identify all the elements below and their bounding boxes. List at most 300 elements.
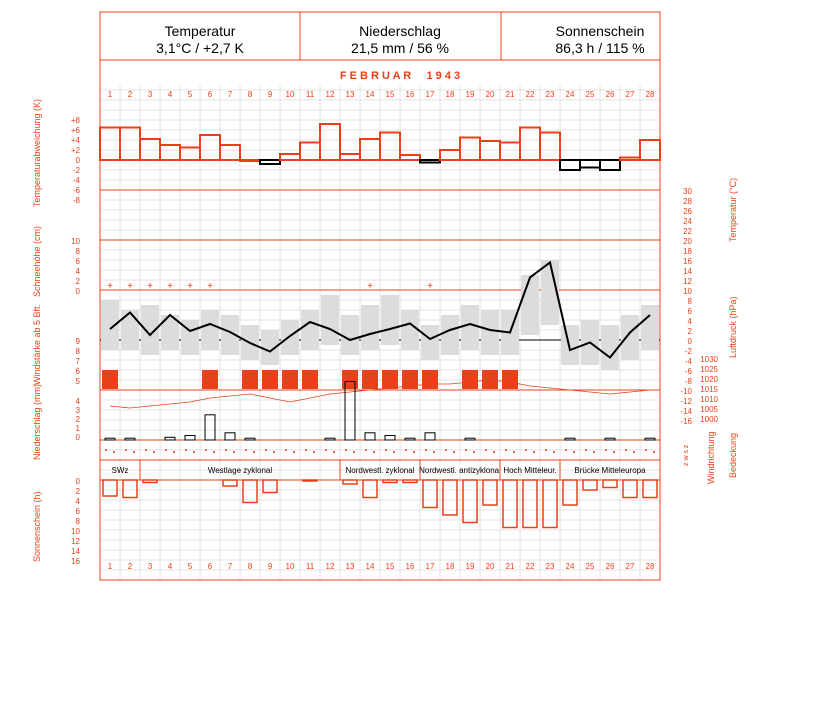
tick-label: 2 [75, 277, 80, 286]
sunshine-bar [523, 480, 537, 528]
sunshine-bar [103, 480, 117, 496]
temp-deviation-bar [260, 160, 280, 164]
wind-dir-dot [173, 451, 175, 453]
wind-dir-dot [393, 451, 395, 453]
temp-deviation-bar [300, 143, 320, 161]
day-label: 7 [227, 562, 233, 571]
label-precip: Niederschlag (mm) [32, 383, 42, 460]
tick-label: 6 [687, 307, 692, 316]
wind-dir-dot [645, 449, 647, 451]
day-label: 4 [167, 90, 173, 99]
precip-bar [565, 438, 575, 440]
temp-deviation-bar [280, 154, 300, 160]
tick-label: 2 [75, 415, 80, 424]
wind-dir-dot [265, 449, 267, 451]
tick-label: 1020 [700, 375, 718, 384]
wind-dir-dot [125, 449, 127, 451]
precip-bar [405, 438, 415, 440]
tick-label: 0 [687, 337, 692, 346]
label-snow: Schneehöhe (cm) [32, 225, 42, 297]
temp-deviation-bar [100, 128, 120, 161]
wind-dir-dot [625, 449, 627, 451]
temp-deviation-bar [160, 145, 180, 160]
wind-dir-dot [313, 451, 315, 453]
day-label: 24 [565, 562, 575, 571]
tick-label: 10 [683, 287, 692, 296]
tick-label: 10 [71, 237, 80, 246]
temp-deviation-bar [480, 141, 500, 160]
temp-deviation-bar [560, 160, 580, 170]
wind-dir-dot [545, 449, 547, 451]
tick-label: -4 [72, 176, 80, 185]
tick-label: -8 [684, 377, 692, 386]
tick-label: -14 [680, 407, 692, 416]
day-labels-top [108, 90, 655, 99]
tick-label: -8 [72, 196, 80, 205]
sunshine-bar [223, 480, 237, 486]
sunshine-bar [123, 480, 137, 498]
temp-range-bar [281, 320, 299, 355]
wind-dir-dot [153, 451, 155, 453]
temp-range-bar [481, 310, 499, 355]
wind-dir-dot [465, 449, 467, 451]
wind-dir-dot [385, 449, 387, 451]
weather-type-label: Nordwestl. antizyklonal [419, 466, 501, 475]
precip-bar [125, 438, 135, 440]
temp-deviation-bar [540, 133, 560, 161]
wind-dir-dot [605, 449, 607, 451]
wind-dir-dot [273, 451, 275, 453]
day-label: 10 [285, 562, 295, 571]
day-label: 19 [465, 90, 475, 99]
wind-dir-dot [413, 451, 415, 453]
tick-label: +6 [70, 126, 80, 135]
wind-dir-dot [113, 451, 115, 453]
temp-deviation-bar [220, 145, 240, 160]
day-label: 16 [405, 90, 415, 99]
sunshine-bar [343, 480, 357, 484]
snow-marker: + [367, 281, 373, 292]
tick-label: 2 [75, 487, 80, 496]
temp-deviation-bar [580, 160, 600, 168]
wind-bar [302, 370, 318, 389]
wind-bar [502, 370, 518, 389]
tick-label: 14 [71, 547, 80, 556]
tick-label: 16 [71, 557, 80, 566]
day-label: 18 [445, 90, 455, 99]
wind-dir-dot [525, 449, 527, 451]
tick-label: 4 [75, 397, 80, 406]
snow-marker: + [127, 281, 133, 292]
label-temp: Temperatur (°C) [728, 177, 738, 242]
day-label: 9 [267, 90, 273, 99]
day-label: 2 [127, 90, 133, 99]
day-label: 12 [325, 562, 335, 571]
tick-label: -12 [680, 397, 692, 406]
wind-dir-dot [473, 451, 475, 453]
precip-bar [605, 438, 615, 440]
wind-dir-dot [433, 451, 435, 453]
tick-label: 7 [75, 357, 80, 366]
sunshine-bar [383, 480, 397, 483]
sunshine-bar [603, 480, 617, 488]
wind-bar [362, 370, 378, 389]
temp-range-bar [301, 310, 319, 350]
day-label: 1 [107, 562, 113, 571]
wind-dir-dot [493, 451, 495, 453]
day-label: 10 [285, 90, 295, 99]
sunshine-bar [623, 480, 637, 498]
wind-dir-dot [425, 449, 427, 451]
temp-deviation-bar [620, 158, 640, 161]
day-label: 27 [625, 562, 635, 571]
wind-dir-dot [585, 449, 587, 451]
day-label: 5 [187, 562, 193, 571]
tick-label: 8 [75, 347, 80, 356]
tick-label: 5 [75, 377, 80, 386]
precip-bar [225, 433, 235, 440]
tick-label: 9 [75, 337, 80, 346]
wind-dir-dot [213, 451, 215, 453]
wind-dir-dot [133, 451, 135, 453]
day-label: 15 [385, 90, 395, 99]
temp-deviation-bar [380, 133, 400, 161]
tick-label: -10 [680, 387, 692, 396]
precip-bar [465, 438, 475, 440]
day-label: 18 [445, 562, 455, 571]
wind-dir-dot [505, 449, 507, 451]
day-label: 17 [425, 562, 435, 571]
day-label: 22 [525, 562, 535, 571]
month-title: F E B R U A R 1 9 4 3 [339, 70, 461, 82]
label-wind: Windstärke ab 5 Bft. [32, 303, 42, 385]
temp-deviation-bar [520, 128, 540, 161]
day-label: 13 [345, 90, 355, 99]
precip-bar [385, 436, 395, 441]
temp-deviation-bar [400, 155, 420, 160]
precip-bar [205, 415, 215, 440]
temp-deviation-bar [140, 139, 160, 160]
temp-range-bar [521, 275, 539, 335]
wind-dir-dot [613, 451, 615, 453]
day-label: 28 [645, 90, 655, 99]
wind-dir-dot [145, 449, 147, 451]
day-label: 1 [107, 90, 113, 99]
snow-marker: + [167, 281, 173, 292]
temp-deviation-bar [460, 138, 480, 161]
snow-marker: + [147, 281, 153, 292]
wind-bar [462, 370, 478, 389]
tick-label: -6 [684, 367, 692, 376]
tick-label: 6 [75, 367, 80, 376]
day-label: 11 [305, 90, 315, 99]
sunshine-bar [363, 480, 377, 498]
sunshine-bar [143, 480, 157, 483]
temp-deviation-bar [440, 150, 460, 160]
wind-dir-dot [445, 449, 447, 451]
day-label: 3 [147, 90, 153, 99]
sunshine-bar [303, 480, 317, 481]
day-labels-bottom [108, 562, 655, 571]
day-label: 5 [187, 90, 193, 99]
label-sun: Sonnenschein (h) [32, 491, 42, 562]
tick-label: 28 [683, 197, 692, 206]
temp-title: Temperatur [164, 23, 236, 39]
weather-type-label: Brücke Mitteleuropa [574, 466, 646, 475]
tick-label: 1000 [700, 415, 718, 424]
precip-bar [105, 438, 115, 440]
precip-bar [245, 438, 255, 440]
temp-range-bar [461, 305, 479, 350]
tick-label: 4 [75, 497, 80, 506]
day-label: 27 [625, 90, 635, 99]
day-label: 12 [325, 90, 335, 99]
day-label: 15 [385, 562, 395, 571]
tick-label: 6 [75, 257, 80, 266]
sun-value: 86,3 h / 115 % [555, 40, 645, 56]
day-label: 14 [365, 562, 375, 571]
wind-dir-dot [485, 449, 487, 451]
tick-label: 0 [75, 287, 80, 296]
wind-dir-dot [633, 451, 635, 453]
wind-dir-dot [193, 451, 195, 453]
tick-label: 12 [683, 277, 692, 286]
day-label: 21 [505, 90, 515, 99]
day-label: 23 [545, 562, 555, 571]
wind-bar [202, 370, 218, 389]
wind-dir-dot [353, 451, 355, 453]
day-label: 25 [585, 562, 595, 571]
day-label: 23 [545, 90, 555, 99]
tick-label: 6 [75, 507, 80, 516]
temp-deviation-bar [420, 160, 440, 163]
sunshine-bar [483, 480, 497, 505]
wind-dir-dot [565, 449, 567, 451]
wind-bar [342, 370, 358, 389]
wind-dir-dot [405, 449, 407, 451]
wind-bar [282, 370, 298, 389]
snow-marker: + [187, 281, 193, 292]
day-label: 20 [485, 90, 495, 99]
tick-label: 30 [683, 187, 692, 196]
wind-dir-dot [325, 449, 327, 451]
precip-bar [165, 437, 175, 440]
temp-deviation-bar [200, 135, 220, 160]
precip-bar [425, 433, 435, 440]
weather-type-label: Westlage zyklonal [207, 466, 273, 475]
wind-dir-dot [333, 451, 335, 453]
tick-label: 0 [75, 156, 80, 165]
temp-range-bar [201, 310, 219, 350]
day-label: 2 [127, 562, 133, 571]
wind-dir-dot [293, 451, 295, 453]
day-label: 21 [505, 562, 515, 571]
tick-label: 26 [683, 207, 692, 216]
tick-label: 8 [75, 517, 80, 526]
day-label: 24 [565, 90, 575, 99]
temp-range-bar [441, 315, 459, 355]
tick-label: 10 [71, 527, 80, 536]
wind-dir-dot [285, 449, 287, 451]
sunshine-bar [543, 480, 557, 528]
tick-label: 16 [683, 257, 692, 266]
day-label: 17 [425, 90, 435, 99]
tick-label: 14 [683, 267, 692, 276]
day-label: 8 [247, 562, 253, 571]
temp-range-bar [561, 325, 579, 365]
tick-label: 0 [75, 433, 80, 442]
wind-dir-dot [373, 451, 375, 453]
precip-bar [185, 436, 195, 441]
day-label: 22 [525, 90, 535, 99]
temp-deviation-bar [320, 124, 340, 160]
weather-type-label: Nordwestl. zyklonal [345, 466, 415, 475]
wind-dir-dot [553, 451, 555, 453]
temp-deviation-bar [360, 139, 380, 160]
wind-force-bars [102, 370, 518, 389]
weather-type-label: SWz [111, 466, 129, 475]
day-label: 25 [585, 90, 595, 99]
tick-label: 1010 [700, 395, 718, 404]
wind-dir-dot [205, 449, 207, 451]
sunshine-bar [583, 480, 597, 490]
tick-label: +2 [70, 146, 80, 155]
tick-label: 8 [687, 297, 692, 306]
day-label: 19 [465, 562, 475, 571]
wind-dir-dot [165, 449, 167, 451]
day-label: 20 [485, 562, 495, 571]
tick-label: 2 [687, 327, 692, 336]
precip-bar [365, 433, 375, 440]
tick-label: +4 [70, 136, 80, 145]
tick-label: -2 [684, 347, 692, 356]
tick-label: 1030 [700, 355, 718, 364]
wind-dir-dot [233, 451, 235, 453]
label-winddir: Windrichtung [706, 431, 716, 484]
day-label: 3 [147, 562, 153, 571]
tick-label: 0 [75, 477, 80, 486]
label-temp-dev: Temperaturabweichung (K) [32, 98, 42, 207]
temp-range-bar [321, 295, 339, 345]
tick-label: 1025 [700, 365, 718, 374]
temp-range-bar [601, 325, 619, 370]
tick-label: -16 [680, 417, 692, 426]
day-label: 7 [227, 90, 233, 99]
wind-bar [482, 370, 498, 389]
day-label: 6 [207, 90, 213, 99]
wind-bar [242, 370, 258, 389]
snow-marker: + [427, 281, 433, 292]
wind-dir-dot [225, 449, 227, 451]
tick-label: 22 [683, 227, 692, 236]
tick-label: 1015 [700, 385, 718, 394]
sunshine-bar [423, 480, 437, 508]
wind-bar [102, 370, 118, 389]
tick-label: 1005 [700, 405, 718, 414]
wind-dir-dot [305, 449, 307, 451]
day-label: 26 [605, 90, 615, 99]
temp-deviation-bar [500, 143, 520, 161]
sunshine-bar [563, 480, 577, 505]
wind-dir-dot [533, 451, 535, 453]
wind-dir-dot [345, 449, 347, 451]
temp-range-bar [121, 310, 139, 350]
wind-dir-dot [513, 451, 515, 453]
wind-dir-dot [453, 451, 455, 453]
day-label: 9 [267, 562, 273, 571]
tick-label: 18 [683, 247, 692, 256]
wind-dir-dot [365, 449, 367, 451]
day-label: 16 [405, 562, 415, 571]
wind-dir-dot [573, 451, 575, 453]
day-label: 26 [605, 562, 615, 571]
tick-label: 20 [683, 237, 692, 246]
label-pressure: Luftdruck (hPa) [728, 296, 738, 358]
label-compass: z w s z [683, 444, 690, 466]
tick-label: 24 [683, 217, 692, 226]
sunshine-bar [463, 480, 477, 523]
day-label: 13 [345, 562, 355, 571]
temp-deviation-bar [120, 128, 140, 161]
precip-value: 21,5 mm / 56 % [350, 40, 450, 56]
precip-title: Niederschlag [359, 23, 441, 39]
tick-label: -4 [684, 357, 692, 366]
sunshine-bar [263, 480, 277, 493]
temp-range-bar [381, 295, 399, 345]
tick-label: 4 [687, 317, 692, 326]
snow-marker: + [107, 281, 113, 292]
wind-dir-dot [185, 449, 187, 451]
label-cloud: Bedeckung [728, 432, 738, 478]
summary-header [100, 12, 660, 60]
wind-dir-dot [653, 451, 655, 453]
day-label: 6 [207, 562, 213, 571]
precip-bar [325, 438, 335, 440]
tick-label: 4 [75, 267, 80, 276]
temp-value: 3,1°C / +2,7 K [156, 40, 244, 56]
wind-bar [262, 370, 278, 389]
temp-deviation-bar [600, 160, 620, 170]
temp-range-bar [401, 310, 419, 350]
temp-range-bar [421, 325, 439, 360]
tick-label: -2 [72, 166, 80, 175]
sunshine-bar [503, 480, 517, 528]
temp-range-bar [341, 315, 359, 355]
temp-deviation-bar [180, 148, 200, 161]
temp-deviation-bar [340, 154, 360, 160]
day-label: 8 [247, 90, 253, 99]
tick-label: +8 [70, 116, 80, 125]
wind-dir-dot [105, 449, 107, 451]
wind-dir-dot [253, 451, 255, 453]
tick-label: -6 [72, 186, 80, 195]
day-label: 14 [365, 90, 375, 99]
temp-deviation-bar [240, 160, 260, 161]
day-label: 11 [305, 562, 315, 571]
sunshine-bar [403, 480, 417, 483]
tick-label: 1 [75, 424, 80, 433]
temp-range-bar [361, 305, 379, 350]
day-label: 4 [167, 562, 173, 571]
sunshine-bar [243, 480, 257, 503]
snow-marker: + [207, 281, 213, 292]
precip-bar [645, 438, 655, 440]
tick-label: 12 [71, 537, 80, 546]
day-label: 28 [645, 562, 655, 571]
temp-range-bar [641, 305, 659, 350]
sun-title: Sonnenschein [555, 23, 645, 39]
wind-bar [382, 370, 398, 389]
